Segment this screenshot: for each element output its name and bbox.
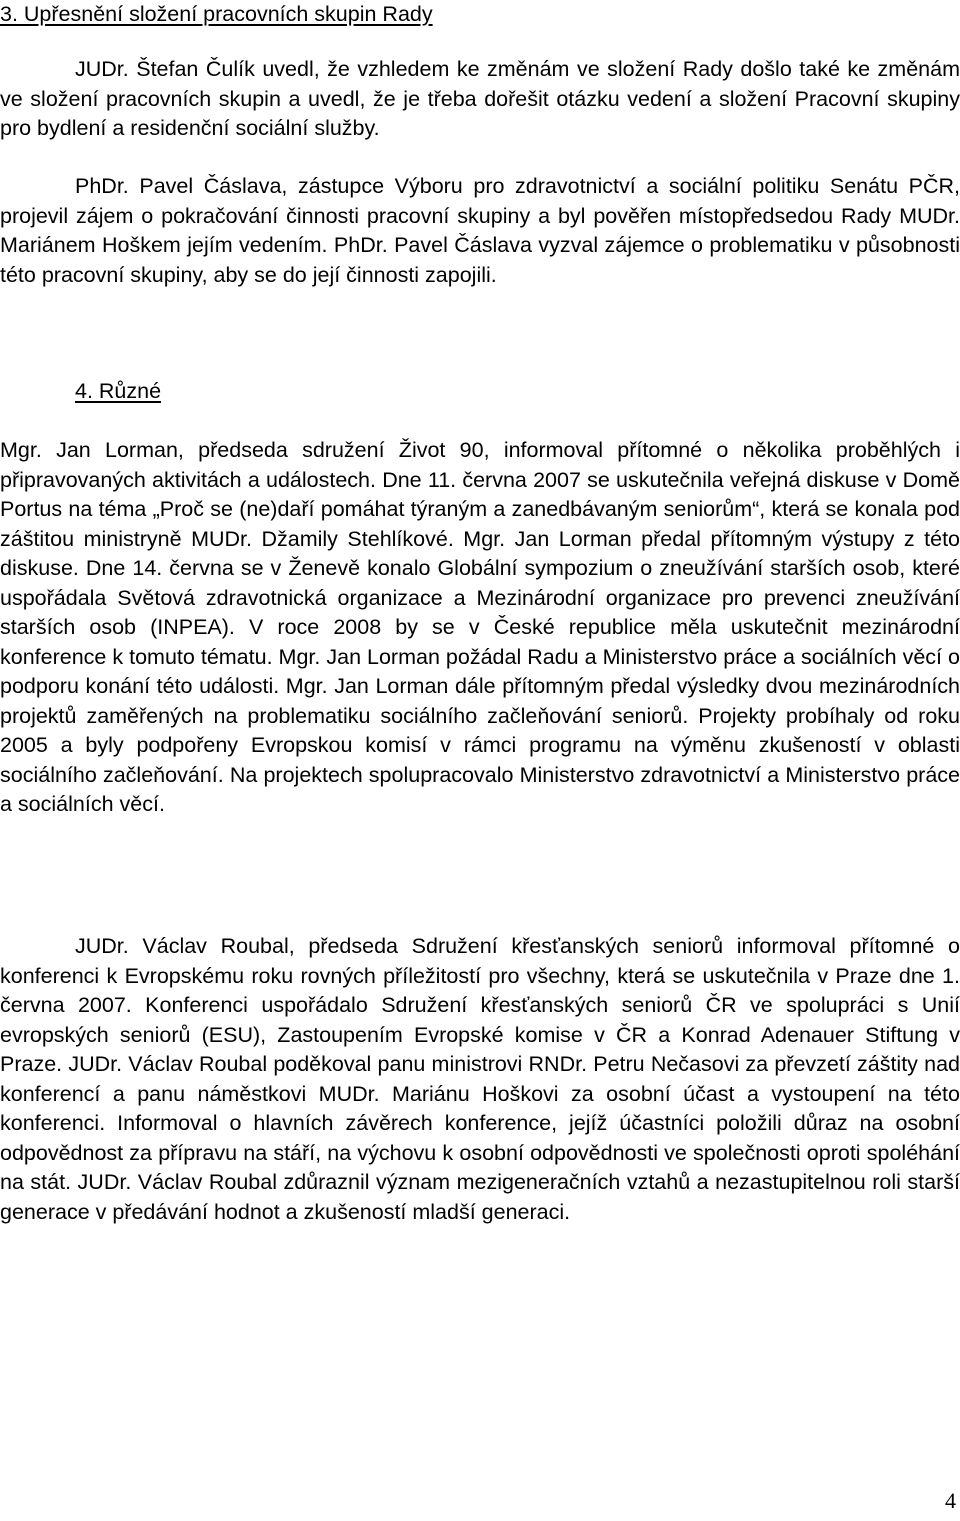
section-4-paragraph-lorman: Mgr. Jan Lorman, předseda sdružení Život 90, informoval přítomné o několika proběhlých i připravovaných aktivitách a událostech. Dne 11. června 2007 se uskutečnila veřejná diskuse v Domě Portus na téma „Proč se (ne)daří pomáhat týraným a zanedbávaným seniorům“, která se konala pod záštitou ministryně MUDr. Džamily Stehlíkové. Mgr. Jan Lorman předal přítomným výstupy z této diskuse. Dne 14. června se v Ženevě konalo Globální sympozium o zneužívání starších osob, které uspořádala Světová zdravotnická organizace a Mezinárodní organizace pro prevenci zneužívání starších osob (INPEA). V roce 2008 by se v České republice měla uskutečnit mezinárodní konference k tomuto tématu. Mgr. Jan Lorman požádal Radu a Ministerstvo práce a sociálních věcí o podporu konání této události. Mgr. Jan Lorman dále přítomným předal výsledky dvou mezinárodních projektů zaměřených na problematiku sociálního začleňování seniorů. Projekty probíhaly od roku 2005 a byly podpořeny Evropskou komisí v rámci programu na výměnu zkušeností v oblasti sociálního začleňování. Na projektech spolupracovalo Ministerstvo zdravotnictví a Ministerstvo práce a sociálních věcí. <box>0 438 960 816</box>
section-3-paragraph-culik: JUDr. Štefan Čulík uvedl, že vzhledem ke změnám ve složení Rady došlo také ke změnám ve složení pracovních skupin a uvedl, že je třeba dořešit otázku vedení a složení Pracovní skupiny pro bydlení a residenční sociální služby. <box>0 57 960 140</box>
section-4-heading: 4. Různé <box>75 379 162 403</box>
page-number: 4 <box>945 1488 956 1513</box>
section-3-heading: 3. Upřesnění složení pracovních skupin Rady <box>0 2 433 26</box>
section-4-paragraph-roubal: JUDr. Václav Roubal, předseda Sdružení křesťanských seniorů informoval přítomné o konferenci k Evropskému roku rovných příležitostí pro všechny, která se uskutečnila v Praze dne 1. června 2007. Konferenci uspořádalo Sdružení křesťanských seniorů ČR ve spolupráci s Unií evropských seniorů (ESU), Zastoupením Evropské komise v ČR a Konrad Adenauer Stiftung v Praze. JUDr. Václav Roubal poděkoval panu ministrovi RNDr. Petru Nečasovi za převzetí záštity nad konferencí a panu náměstkovi MUDr. Mariánu Hoškovi za osobní účast a vystoupení na této konferenci. Informoval o hlavních závěrech konference, jejíž účastníci položili důraz na osobní odpovědnost za přípravu na stáří, na výchovu k osobní odpovědnosti ve společnosti oproti spoléhání na stát. JUDr. Václav Roubal zdůraznil význam mezigeneračních vztahů a nezastupitelnou roli starší generace v předávání hodnot a zkušeností mladší generaci. <box>0 934 960 1224</box>
section-3-paragraph-caslava: PhDr. Pavel Čáslava, zástupce Výboru pro zdravotnictví a sociální politiku Senátu PČR, projevil zájem o pokračování činnosti pracovní skupiny a byl pověřen místopředsedou Rady MUDr. Mariánem Hoškem jejím vedením. PhDr. Pavel Čáslava vyzval zájemce o problematiku v působnosti této pracovní skupiny, aby se do její činnosti zapojili. <box>0 174 960 287</box>
